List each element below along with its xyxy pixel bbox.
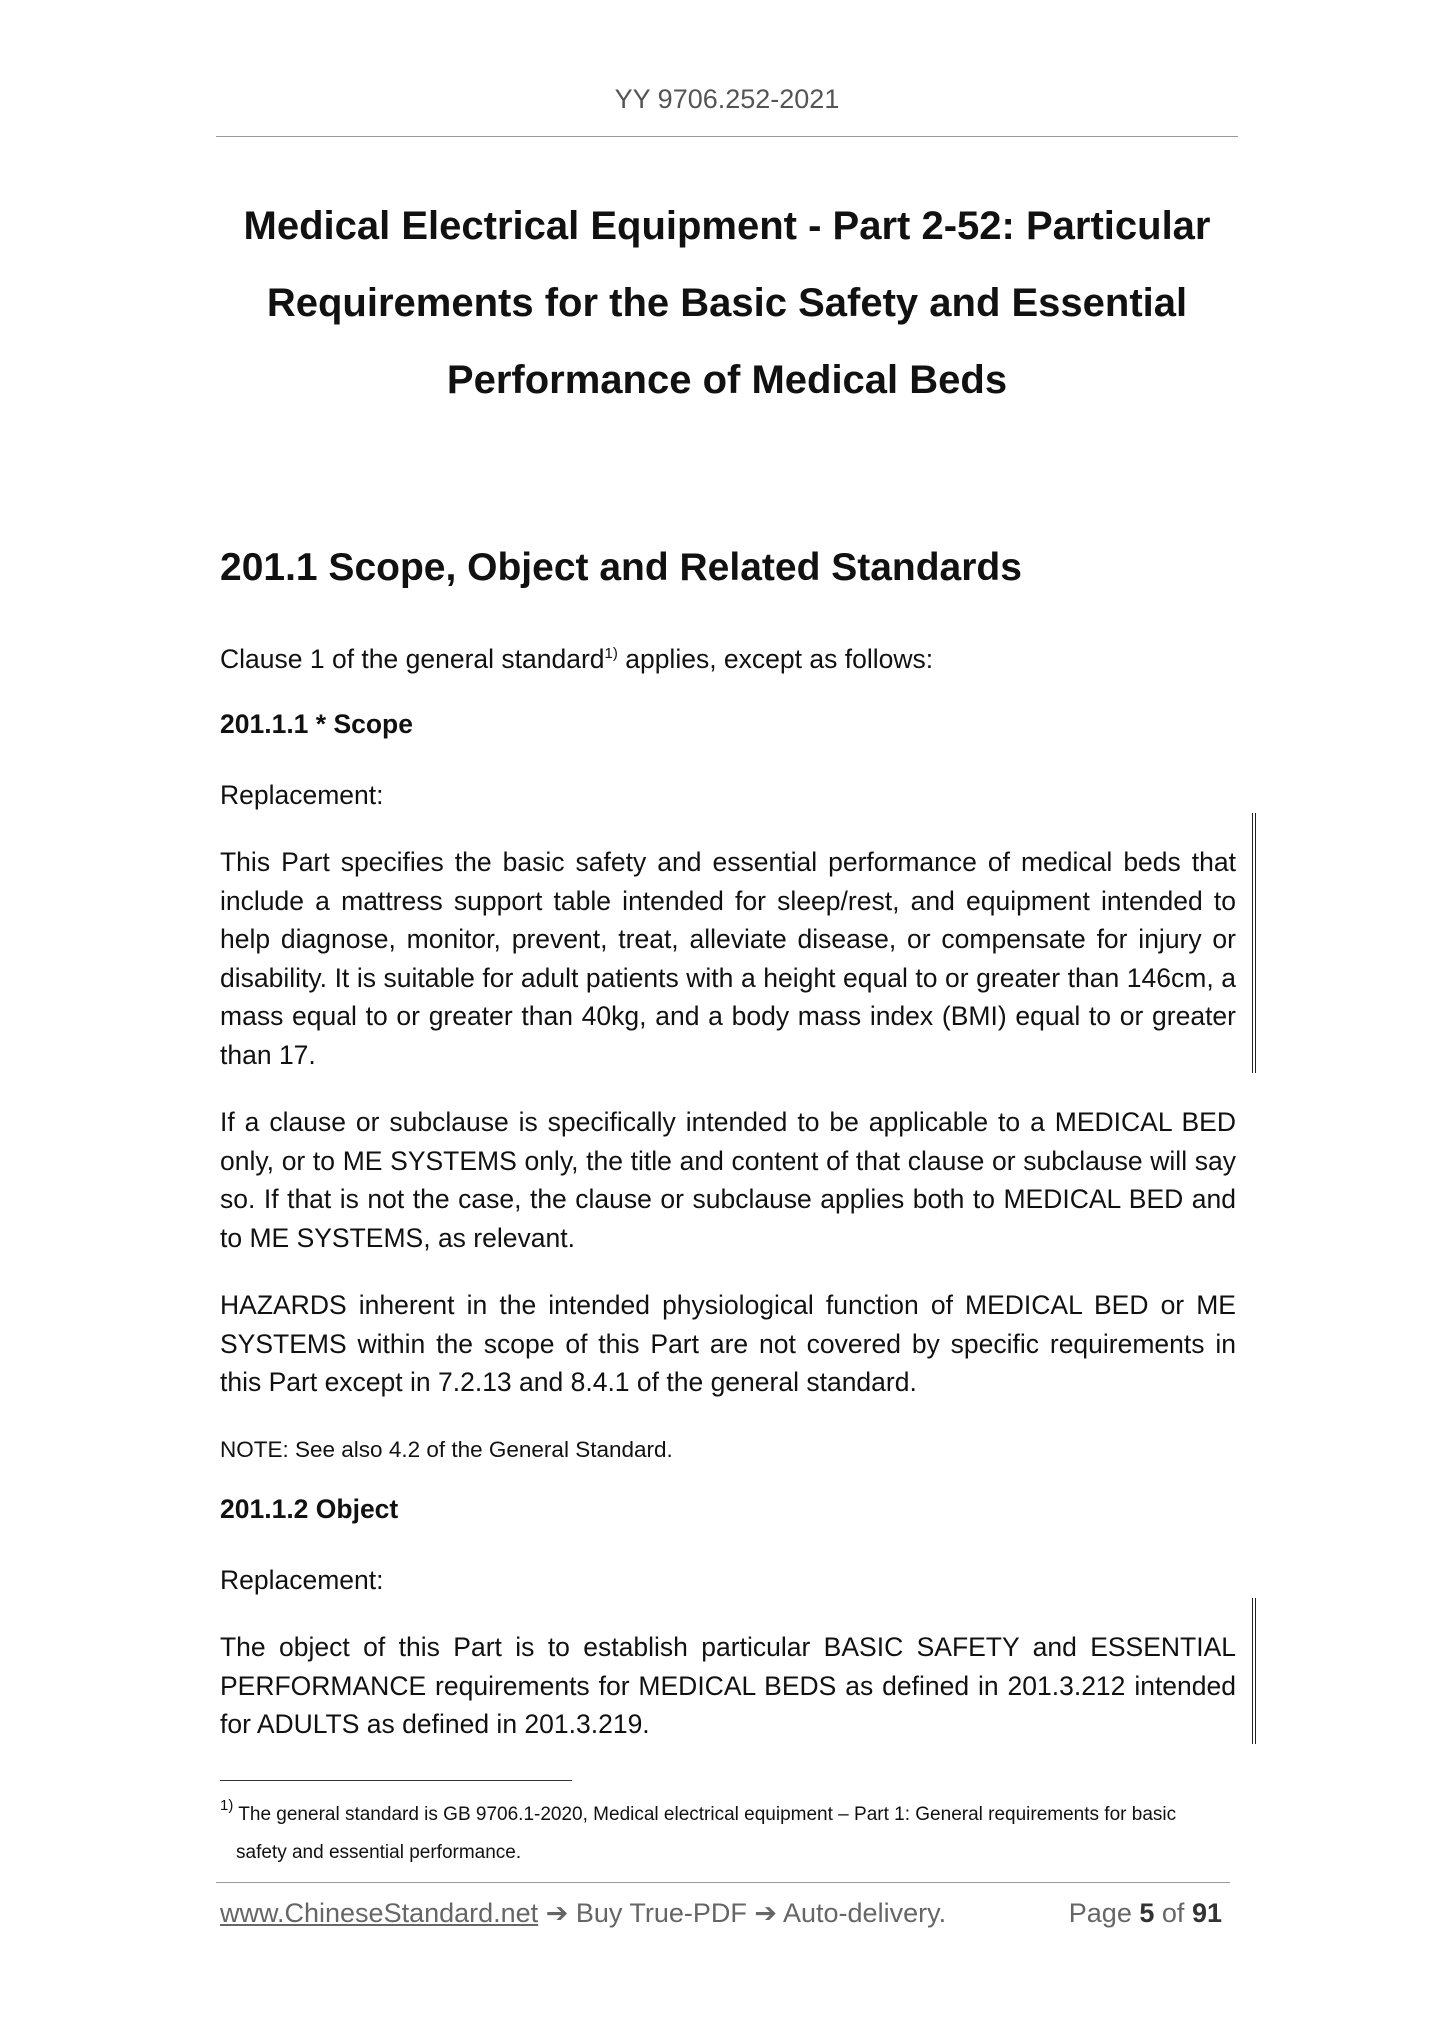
title-line-2: Requirements for the Basic Safety and Essential	[266, 281, 1188, 325]
page-label: Page	[1068, 1898, 1132, 1928]
page-indicator	[1069, 1898, 1222, 1929]
of-label: of	[1161, 1898, 1185, 1928]
page-number: 5	[1139, 1898, 1155, 1928]
document-title	[216, 188, 1238, 419]
arrow-right-icon: ➔	[545, 1898, 569, 1928]
change-bar	[1252, 813, 1256, 1073]
scope-paragraph-2: If a clause or subclause is specifically intended to be applicable to a MEDICAL BED only, or to ME SYSTEMS only, the title and content of that clause or subclause will say so. If that is not the case, the clause or subclause applies both to MEDICAL BED and to ME SYSTEMS, as relevant.	[220, 1107, 1236, 1253]
title-line-1: Medical Electrical Equipment - Part 2-52: Particular	[243, 204, 1211, 248]
object-paragraph-1: The object of this Part is to establish particular BASIC SAFETY and ESSENTIAL PERFORMANCE requirements for MEDICAL BEDS as defined in 201.3.212 intended for ADULTS as defined in 201.3.219.	[220, 1632, 1236, 1739]
scope-heading: 201.1.1 * Scope	[220, 709, 413, 739]
scope-note: NOTE: See also 4.2 of the General Standard.	[220, 1437, 673, 1462]
object-heading: 201.1.2 Object	[220, 1494, 399, 1524]
auto-delivery-text: Auto-delivery.	[777, 1898, 947, 1928]
header-divider	[216, 136, 1238, 137]
page-footer	[220, 1898, 1230, 1929]
scope-paragraph-1: This Part specifies the basic safety and essential performance of medical beds that include a mattress support table intended for sleep/rest, and equipment intended to help diagnose, monitor, prevent, treat, alleviate disease, or compensate for injury or disability. It is suitable for adult patients with a height equal to or greater than 146cm, a mass equal to or greater than 40kg, and a body mass index (BMI) equal to or greater than 17.	[220, 847, 1236, 1070]
section-intro-text: Clause 1 of the general standard	[220, 644, 605, 674]
footnote-divider	[220, 1780, 572, 1781]
title-line-3: Performance of Medical Beds	[446, 358, 1008, 402]
object-replacement-label: Replacement:	[220, 1565, 384, 1595]
scope-replacement-label: Replacement:	[220, 780, 384, 810]
arrow-right-icon: ➔	[754, 1898, 777, 1928]
total-pages: 91	[1191, 1898, 1222, 1928]
footnote-text-line-2: safety and essential performance.	[236, 1842, 522, 1863]
footnote-reference[interactable]: 1)	[604, 645, 618, 662]
footnote-text-line-1: The general standard is GB 9706.1-2020, Medical electrical equipment – Part 1: General requirements for basic	[233, 1804, 1177, 1825]
change-bar	[1252, 1598, 1256, 1744]
section-intro	[220, 640, 1236, 679]
footnote-marker: 1)	[220, 1797, 234, 1814]
website-link[interactable]: www.ChineseStandard.net	[220, 1898, 539, 1928]
scope-paragraph-3: HAZARDS inherent in the intended physiological function of MEDICAL BED or ME SYSTEMS within the scope of this Part are not covered by specific requirements in this Part except in 7.2.13 and 8.4.1 of the general standard.	[220, 1290, 1236, 1397]
section-intro-text-end: applies, except as follows:	[617, 644, 934, 674]
buy-true-pdf-text: Buy True-PDF	[568, 1898, 755, 1928]
running-header: YY 9706.252-2021	[614, 84, 840, 114]
footnote	[220, 1796, 1236, 1872]
section-heading: 201.1 Scope, Object and Related Standards	[220, 546, 1022, 589]
footer-divider	[216, 1882, 1230, 1883]
